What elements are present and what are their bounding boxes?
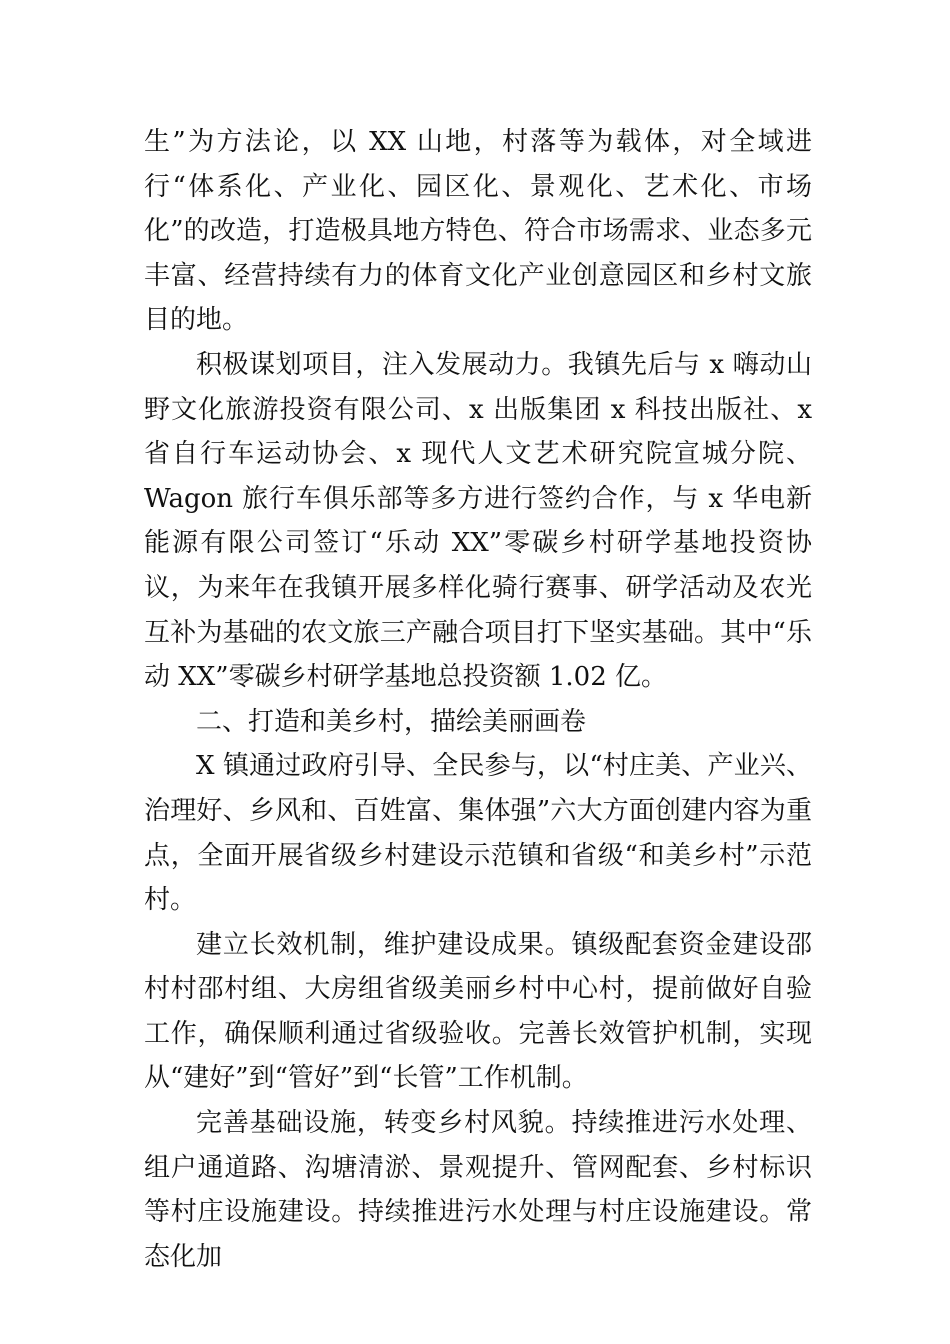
section-heading: 二、打造和美乡村，描绘美丽画卷 xyxy=(196,706,587,737)
paragraph-4: 建立长效机制，维护建设成果。镇级配套资金建设邵村村邵村组、大房组省级美丽乡村中心村，提前做好自验工作，确保顺利通过省级验收。完善长效管护机制，实现从“建好”到“管好”到“长管”工作机制。 xyxy=(144,929,812,1094)
paragraph-3: X 镇通过政府引导、全民参与，以“村庄美、产业兴、治理好、乡风和、百姓富、集体强”六大方面创建内容为重点，全面开展省级乡村建设示范镇和省级“和美乡村”示范村。 xyxy=(144,751,812,916)
body-text xyxy=(144,120,812,1279)
paragraph-1: 生”为方法论，以 XX 山地，村落等为载体，对全域进行“体系化、产业化、园区化、景观化、艺术化、市场化”的改造，打造极具地方特色、符合市场需求、业态多元丰富、经营持续有力的体育文化产业创意园区和乡村文旅目的地。 xyxy=(144,127,812,336)
paragraph-2: 积极谋划项目，注入发展动力。我镇先后与 x 嗨动山野文化旅游投资有限公司、x 出版集团 x 科技出版社、x 省自行车运动协会、x 现代人文艺术研究院宣城分院、Wagon 旅行车俱乐部等多方进行签约合作，与 x 华电新能源有限公司签订“乐动 XX”零碳乡村研学基地投资协议，为来年在我镇开展多样化骑行赛事、研学活动及农光互补为基础的农文旅三产融合项目打下坚实基础。其中“乐动 XX”零碳乡村研学基地总投资额 1.02 亿。 xyxy=(144,349,812,693)
paragraph-5: 完善基础设施，转变乡村风貌。持续推进污水处理、组户通道路、沟塘清淤、景观提升、管网配套、乡村标识等村庄设施建设。持续推进污水处理与村庄设施建设。常态化加 xyxy=(144,1108,812,1272)
